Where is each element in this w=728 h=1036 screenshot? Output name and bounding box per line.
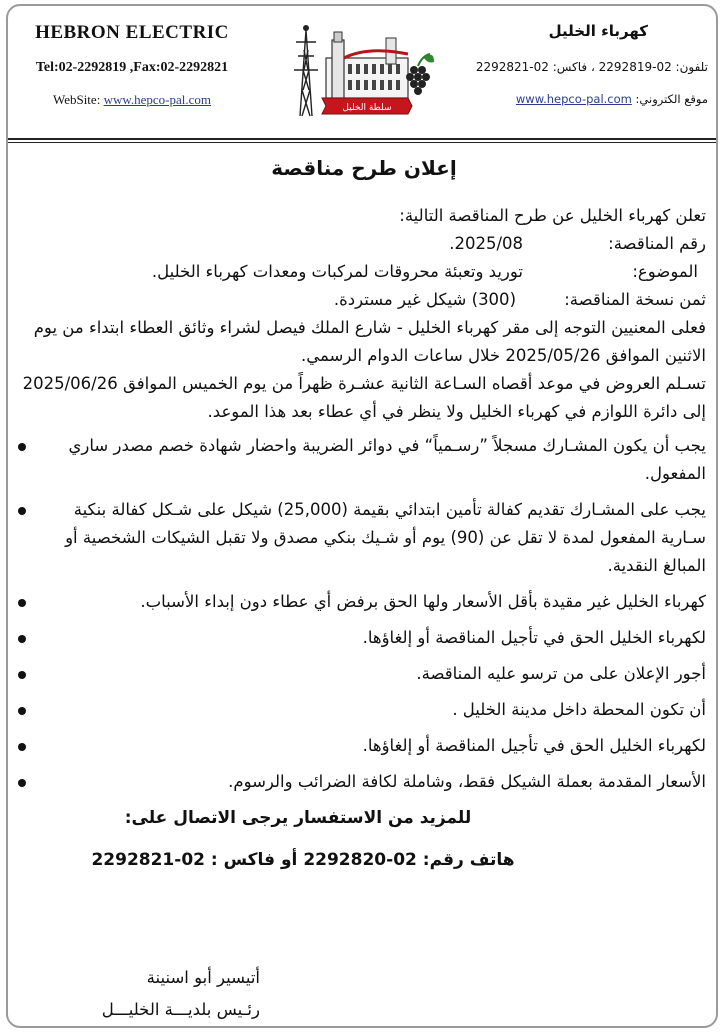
website-label-arabic: موقع الكتروني: bbox=[635, 92, 708, 106]
tender-number-value: 2025/08. bbox=[449, 234, 523, 253]
list-item: الأسعار المقدمة بعملة الشيكل فقط، وشاملة لكافة الضرائب والرسوم. bbox=[10, 768, 706, 796]
company-name-arabic: كهرباء الخليل bbox=[548, 22, 648, 40]
list-item: لكهرباء الخليل الحق في تأجيل المناقصة أو إلغاؤها. bbox=[10, 624, 706, 652]
purchase-text: فعلى المعنيين التوجه إلى مقر كهرباء الخليل - شارع الملك فيصل لشراء وثائق العطاء ابتداء من يوم الاثنين الموافق 2025/05/26 خلال ساعات الدوام الرسمي. bbox=[33, 318, 706, 365]
notice-frame bbox=[6, 4, 718, 1028]
english-letterhead bbox=[22, 20, 242, 108]
list-item: يجب أن يكون المشـارك مسجلاً ”رسـمياً“ في دوائر الضريبة واحضار شهادة خصم مصدر ساري المفعول. bbox=[10, 432, 706, 488]
contact-english: Tel:02-2292819 ,Fax:02-2292821 bbox=[35, 60, 229, 75]
list-item: كهرباء الخليل غير مقيدة بأقل الأسعار ولها الحق برفض أي عطاء دون إبداء الأسباب. bbox=[10, 588, 706, 616]
list-item: أن تكون المحطة داخل مدينة الخليل . bbox=[10, 696, 706, 724]
intro-text: تعلن كهرباء الخليل عن طرح المناقصة التالية: bbox=[399, 206, 706, 225]
more-info-heading: للمزيد من الاستفسار يرجى الاتصال على: bbox=[124, 808, 472, 828]
submission-text: تسـلم العروض في موعد أقصاه السـاعة الثانية عشـرة ظهراً من يوم الخميس الموافق 2025/06/26 إلى دائرة اللوازم في كهرباء الخليل ولا ينظر في أي عطاء بعد هذا الموعد. bbox=[22, 374, 706, 421]
signature-name: أتيسير أبو اسنينة bbox=[146, 968, 260, 987]
notice-body bbox=[10, 202, 706, 874]
price-value: (300) شيكل غير مستردة. bbox=[333, 290, 516, 309]
conditions-list bbox=[10, 432, 706, 796]
signature-title: رئـيس بلديـــة الخليـــل bbox=[101, 1000, 260, 1019]
subject-row bbox=[10, 258, 706, 286]
letterhead bbox=[8, 6, 720, 136]
list-item: يجب على المشـارك تقديم كفالة تأمين ابتدائي بقيمة (25,000) شيكل على شـكل كفالة بنكية سـارية المفعول لمدة لا تقل عن (90) يوم أو شـيك بنكي مصدق ولا تقبل الشيكات الشخصية أو المبالغ النقدية. bbox=[10, 496, 706, 580]
subject-label: الموضوع: bbox=[632, 262, 698, 281]
website-label-english: WebSite: bbox=[52, 92, 101, 107]
header-divider-thin bbox=[8, 142, 716, 143]
price-row bbox=[10, 286, 706, 314]
price-label: ثمن نسخة المناقصة: bbox=[564, 290, 706, 309]
arabic-letterhead bbox=[462, 22, 708, 106]
tender-number-label: رقم المناقصة: bbox=[608, 234, 706, 253]
logo-banner-text: سلطة الخليل bbox=[342, 103, 392, 113]
hebron-electric-logo-icon bbox=[288, 20, 438, 120]
tender-number-row bbox=[10, 230, 706, 258]
contact-arabic: تلفون: 02-2292819 ، فاكس: 02-2292821 bbox=[475, 60, 708, 74]
website-arabic bbox=[462, 92, 708, 106]
notice-title: إعلان طرح مناقصة bbox=[271, 156, 457, 180]
subject-value: توريد وتعبئة محروقات لمركبات ومعدات كهرباء الخليل. bbox=[151, 262, 523, 281]
signature-block bbox=[20, 962, 260, 1026]
website-link-arabic[interactable]: www.hepco-pal.com bbox=[515, 92, 632, 106]
company-name-english: HEBRON ELECTRIC bbox=[35, 22, 229, 43]
website-link-english[interactable]: www.hepco-pal.com bbox=[103, 92, 212, 107]
contact-line: هاتف رقم: 02-2292820 أو فاكس : 02-2292821 bbox=[91, 850, 515, 870]
website-english bbox=[22, 92, 242, 108]
list-item: أجور الإعلان على من ترسو عليه المناقصة. bbox=[10, 660, 706, 688]
list-item: لكهرباء الخليل الحق في تأجيل المناقصة أو إلغاؤها. bbox=[10, 732, 706, 760]
header-divider bbox=[8, 138, 716, 140]
